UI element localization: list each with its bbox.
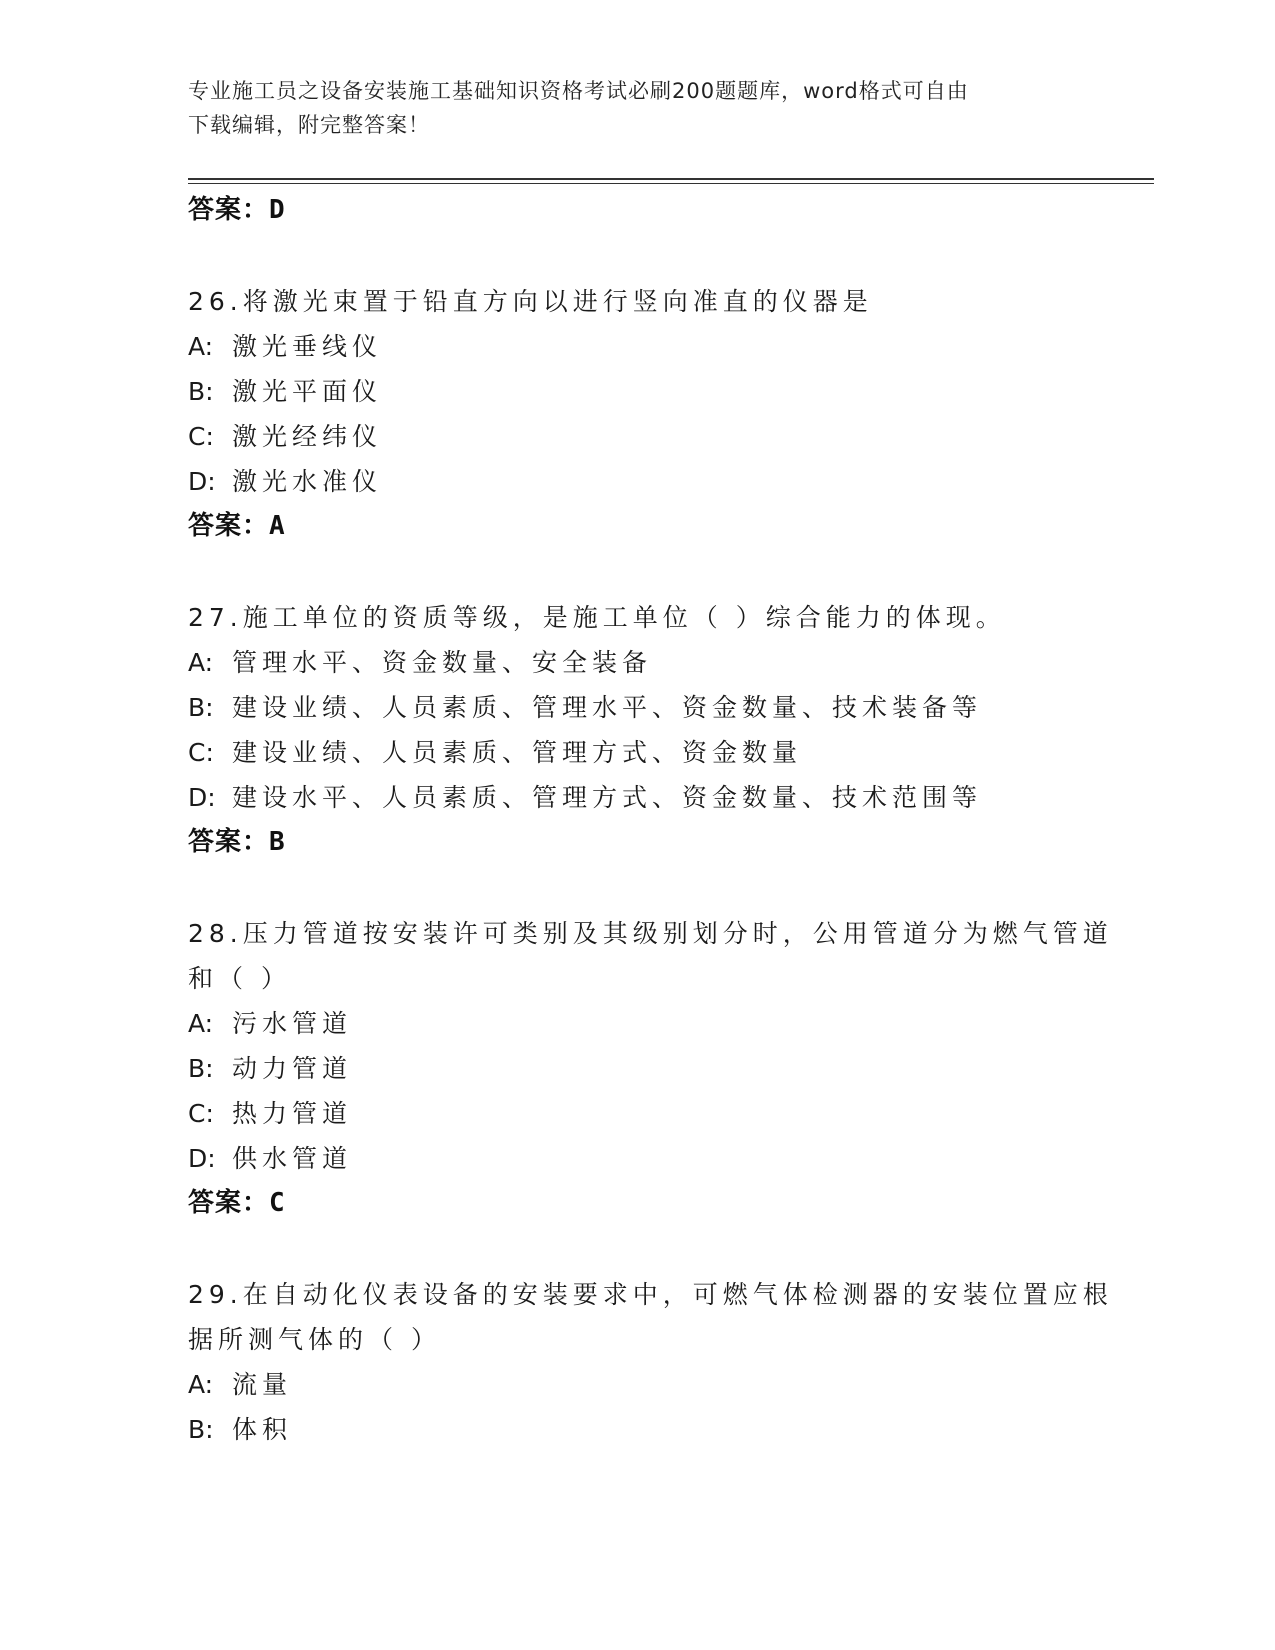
answer-line	[188, 820, 1088, 865]
option-d	[188, 459, 1088, 504]
option-d	[188, 775, 1088, 820]
option-letter: B:	[188, 377, 214, 406]
answer-value: A	[269, 511, 286, 541]
question-block	[188, 911, 1113, 1226]
option-text: 激光经纬仪	[232, 422, 383, 451]
answer-label: 答案：	[188, 827, 270, 857]
question-stem: 29.在自动化仪表设备的安装要求中，可燃气体检测器的安装位置应根	[188, 1280, 1113, 1309]
answer-value: D	[269, 195, 286, 225]
question-stem: 26.将激光束置于铅直方向以进行竖向准直的仪器是	[188, 287, 873, 316]
option-text: 体积	[232, 1415, 293, 1444]
question-stem: 27.施工单位的资质等级，是施工单位（ ）综合能力的体现。	[188, 603, 1006, 632]
option-text: 激光水准仪	[232, 467, 383, 496]
option-b	[188, 685, 1088, 730]
question-stem: 28.压力管道按安装许可类别及其级别划分时，公用管道分为燃气管道	[188, 919, 1113, 948]
option-c	[188, 730, 1088, 775]
option-letter: D:	[188, 1144, 216, 1173]
option-letter: A:	[188, 332, 214, 361]
option-letter: A:	[188, 1370, 214, 1399]
question-block	[188, 1272, 1113, 1452]
option-a	[188, 1001, 1088, 1046]
option-b	[188, 1046, 1088, 1091]
option-letter: C:	[188, 1099, 214, 1128]
option-b	[188, 1407, 1088, 1452]
answer-label: 答案：	[188, 511, 270, 541]
answer-line	[188, 504, 1088, 549]
option-text: 污水管道	[232, 1009, 353, 1038]
question-list	[188, 188, 1113, 1452]
header-line-2: 下载编辑，附完整答案！	[188, 113, 430, 137]
option-a	[188, 1362, 1088, 1407]
option-text: 建设水平、人员素质、管理方式、资金数量、技术范围等	[232, 783, 983, 812]
option-letter: C:	[188, 422, 214, 451]
header-divider-thick	[188, 178, 1154, 180]
option-letter: A:	[188, 1009, 214, 1038]
answer-value: B	[269, 827, 286, 857]
question-stem-continued: 据所测气体的（ ）	[188, 1325, 441, 1354]
header-divider-thin	[188, 183, 1154, 184]
option-letter: B:	[188, 1415, 214, 1444]
option-text: 建设业绩、人员素质、管理水平、资金数量、技术装备等	[232, 693, 983, 722]
option-a	[188, 324, 1088, 369]
answer-line	[188, 1181, 1088, 1226]
option-letter: B:	[188, 1054, 214, 1083]
document-header	[188, 74, 1068, 142]
option-letter: B:	[188, 693, 214, 722]
option-text: 动力管道	[232, 1054, 353, 1083]
option-text: 建设业绩、人员素质、管理方式、资金数量	[232, 738, 803, 767]
option-c	[188, 1091, 1088, 1136]
option-b	[188, 369, 1088, 414]
option-letter: A:	[188, 648, 214, 677]
answer-label: 答案：	[188, 195, 270, 225]
option-text: 激光垂线仪	[232, 332, 383, 361]
question-block	[188, 279, 1088, 549]
question-stem-continued: 和（ ）	[188, 964, 291, 993]
answer-label: 答案：	[188, 1188, 270, 1218]
option-text: 热力管道	[232, 1099, 353, 1128]
option-text: 流量	[232, 1370, 293, 1399]
option-d	[188, 1136, 1088, 1181]
option-letter: D:	[188, 783, 216, 812]
option-a	[188, 640, 1088, 685]
answer-line	[188, 188, 1088, 233]
option-c	[188, 414, 1088, 459]
option-text: 激光平面仪	[232, 377, 383, 406]
option-text: 供水管道	[232, 1144, 353, 1173]
option-letter: D:	[188, 467, 216, 496]
option-letter: C:	[188, 738, 214, 767]
header-line-1: 专业施工员之设备安装施工基础知识资格考试必刷200题题库，word格式可自由	[188, 79, 969, 103]
answer-value: C	[269, 1188, 286, 1218]
option-text: 管理水平、资金数量、安全装备	[232, 648, 653, 677]
question-block	[188, 595, 1088, 865]
